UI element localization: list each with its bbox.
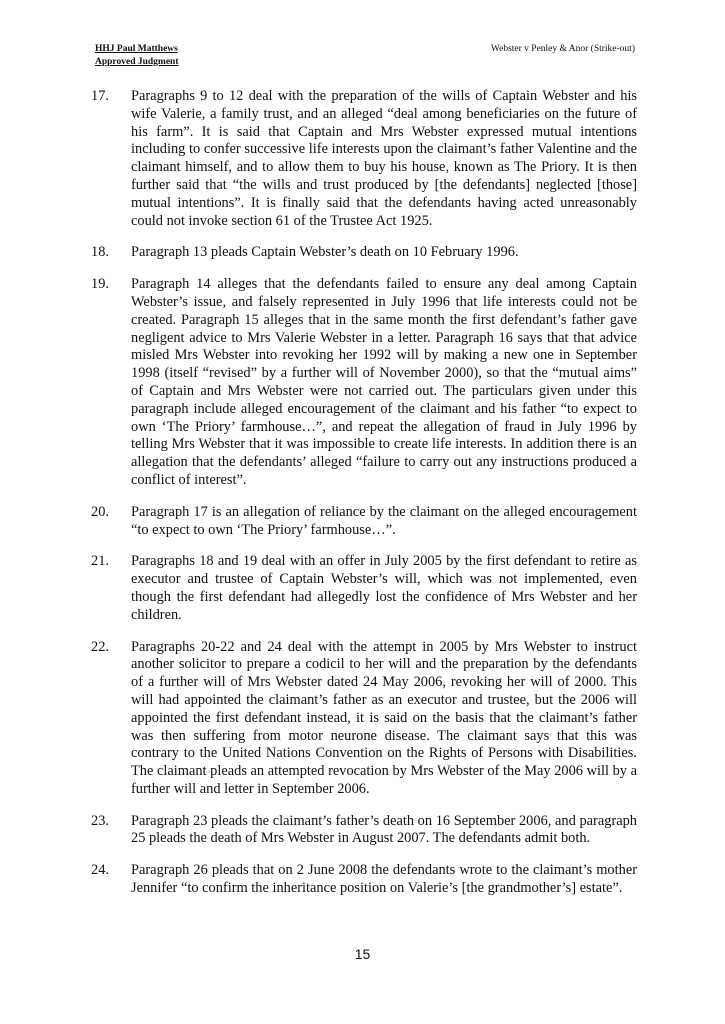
page-number: 15: [354, 946, 371, 962]
paragraph-text: Paragraph 26 pleads that on 2 June 2008 the defendants wrote to the claimant’s mother Jennifer “to confirm the inheritance position on Valerie’s [the grandmother’s] estate”.: [131, 862, 637, 897]
paragraph-text: Paragraphs 18 and 19 deal with an offer in July 2005 by the first defendant to retire as executor and trustee of Captain Webster’s will, which was not implemented, even though the first defendant had allegedly lost the confidence of Mrs Webster and her children.: [131, 553, 637, 623]
paragraph-number: 22.: [91, 638, 109, 655]
header-left: [95, 43, 179, 69]
case-name: Webster v Penley & Anor (Strike-out): [490, 44, 635, 54]
paragraph-number: 23.: [91, 812, 109, 829]
paragraph-21: [91, 553, 637, 624]
paragraph-19: [91, 276, 637, 490]
judgment-status: Approved Judgment: [95, 57, 179, 67]
paragraph-text: Paragraph 23 pleads the claimant’s father’s death on 16 September 2006, and paragraph 25 pleads the death of Mrs Webster in August 2007. The defendants admit both.: [131, 812, 637, 847]
page-header: [95, 43, 635, 71]
paragraph-text: Paragraph 14 alleges that the defendants failed to ensure any deal among Captain Webster’s issue, and falsely represented in July 1996 that life interests could not be created. Paragraph 15 alleges that in the same month the first defendant’s father gave negligent advice to Mrs Valerie Webster in a letter. Paragraph 16 says that that advice misled Mrs Webster into revoking her 1992 will by making a new one in September 1998 (itself “revised” by a further will of November 2000), so that the “mutual aims” of Captain and Mrs Webster were not carried out. The particulars given under this paragraph include alleged encouragement of the claimant and his father “to expect to own ‘The Priory’ farmhouse…”, and repeat the allegation of fraud in July 1996 by telling Mrs Webster that it was impossible to create life interests. In addition there is an allegation that the defendants’ alleged “failure to carry out any instructions produced a conflict of interest”.: [131, 276, 637, 488]
paragraph-20: [91, 504, 637, 540]
paragraph-22: [91, 639, 637, 799]
judgment-body: [91, 88, 637, 912]
paragraph-17: [91, 88, 637, 230]
paragraph-text: Paragraph 17 is an allegation of reliance by the claimant on the alleged encouragement “to expect to own ‘The Priory’ farmhouse…”.: [131, 503, 637, 538]
judge-name: HHJ Paul Matthews: [95, 44, 178, 54]
paragraph-18: [91, 244, 637, 262]
paragraph-23: [91, 813, 637, 849]
paragraph-text: Paragraphs 9 to 12 deal with the preparation of the wills of Captain Webster and his wife Valerie, a family trust, and an alleged “deal among beneficiaries on the future of his farm”. It is said that Captain and Mrs Webster expressed mutual intentions including to confer successive life interests upon the claimant’s father Valentine and the claimant himself, and to allow them to buy his house, known as The Priory. It is then further said that “the wills and trust produced by [the defendants] neglected [those] mutual intentions”. It is finally said that the defendants having acted unreasonably could not invoke section 61 of the Trustee Act 1925.: [131, 88, 637, 229]
paragraph-text: Paragraphs 20-22 and 24 deal with the attempt in 2005 by Mrs Webster to instruct another solicitor to prepare a codicil to her will and the preparation by the defendants of a further will of Mrs Webster dated 24 May 2006, revoking her will of 2000. This will had appointed the claimant’s father as an executor and trustee, but the 2006 will appointed the first defendant instead, it is said on the basis that the claimant’s father was then suffering from motor neurone disease. The claimant says that this was contrary to the United Nations Convention on the Rights of Persons with Disabilities. The claimant pleads an attempted revocation by Mrs Webster of the May 2006 will by a further will and letter in September 2006.: [131, 638, 637, 797]
paragraph-number: 24.: [91, 862, 109, 879]
paragraph-number: 18.: [91, 244, 109, 261]
paragraph-number: 17.: [91, 88, 109, 104]
paragraph-number: 19.: [91, 276, 109, 293]
paragraph-number: 21.: [91, 553, 109, 570]
paragraph-number: 20.: [91, 503, 109, 520]
paragraph-24: [91, 862, 637, 898]
paragraph-text: Paragraph 13 pleads Captain Webster’s death on 10 February 1996.: [131, 244, 519, 261]
